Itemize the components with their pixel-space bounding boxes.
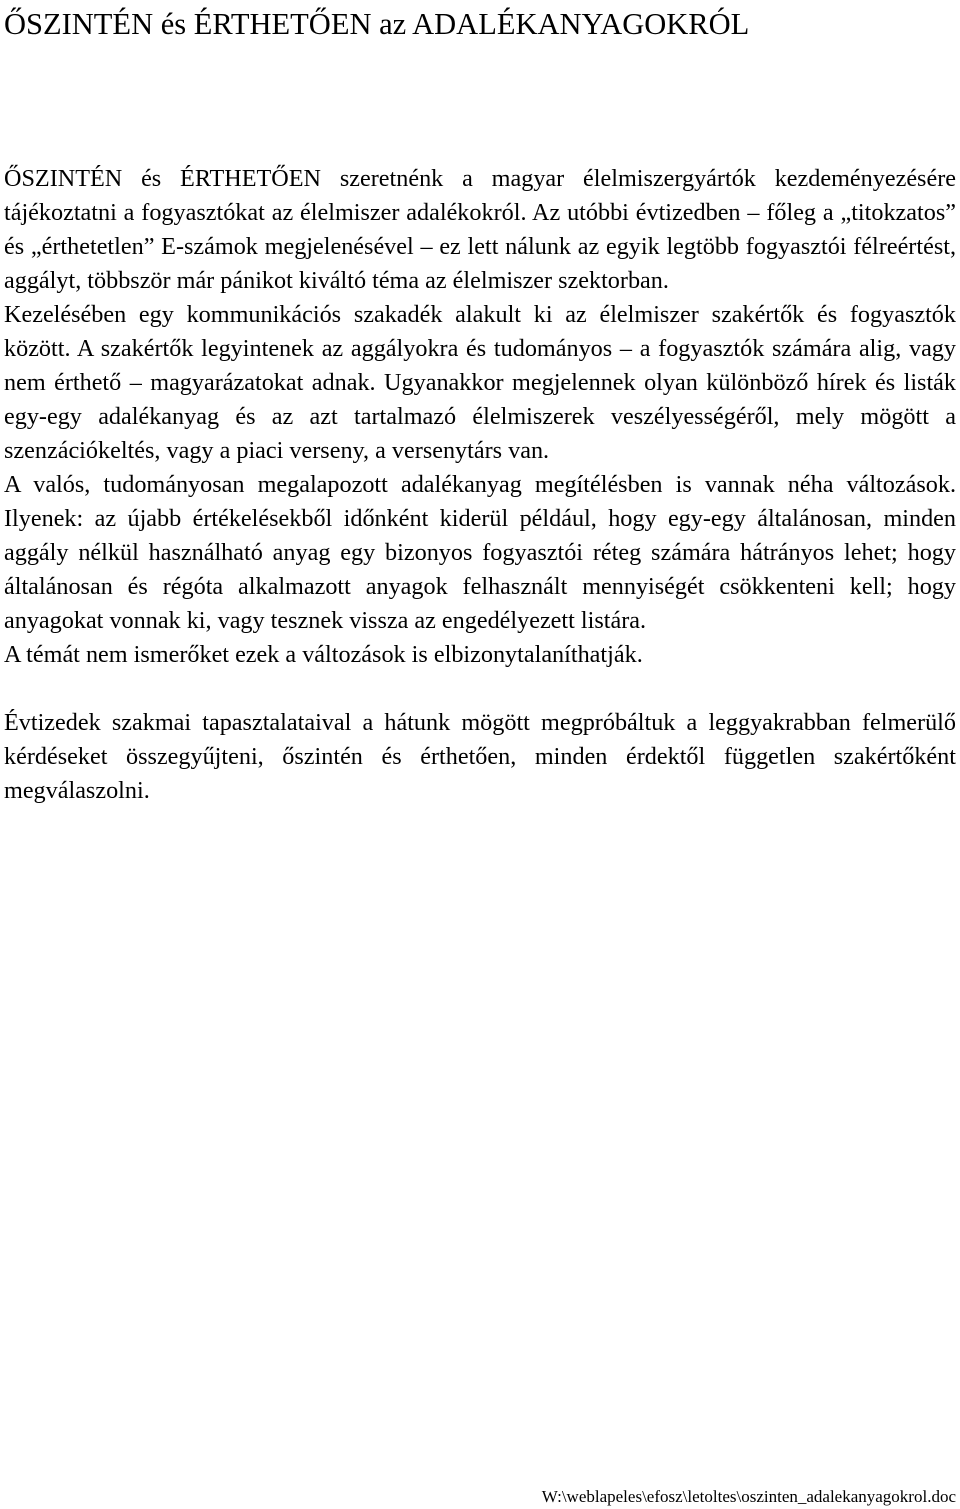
paragraph-closing: Évtizedek szakmai tapasztalataival a hátunk mögött megpróbáltuk a leggyakrabban felmerülő kérdéseket összegyűjteni, őszintén és érthetően, minden érdektől független szakértőként megválaszolni.: [4, 709, 956, 804]
paragraph-spacer: [4, 672, 956, 706]
paragraph-communication-gap: Kezelésében egy kommunikációs szakadék alakult ki az élelmiszer szakértők és fogyasztók között. A szakértők legyintenek az aggályokra és tudományos – a fogyasztók számára alig, vagy nem érthető – magyarázatokat adnak. Ugyanakkor megjelennek olyan különböző hírek és listák egy-egy adalékanyag és az azt tartalmazó élelmiszerek veszélyességéről, mely mögött a szenzációkeltés, vagy a piaci verseny, a versenytárs van.: [4, 301, 956, 464]
paragraph-changes: A valós, tudományosan megalapozott adalékanyag megítélésben is vannak néha változások. Ilyenek: az újabb értékelésekből időnként kiderül például, hogy egy-egy általánosan, minden aggály nélkül használható anyag egy bizonyos fogyasztói réteg számára hátrányos lehet; hogy általánosan és régóta alkalmazott anyagok felhasznált mennyiségét csökkenteni kell; hogy anyagokat vonnak ki, vagy tesznek vissza az engedélyezett listára.: [4, 471, 956, 634]
document-title: ŐSZINTÉN és ÉRTHETŐEN az ADALÉKANYAGOKRÓL: [4, 7, 750, 41]
document-body: [4, 162, 956, 808]
paragraph-uncertainty: A témát nem ismerőket ezek a változások is elbizonytalaníthatják.: [4, 641, 643, 668]
paragraph-intro: ŐSZINTÉN és ÉRTHETŐEN szeretnénk a magyar élelmiszergyártók kezdeményezésére tájékoztatni a fogyasztókat az élelmiszer adalékokról. Az utóbbi évtizedben – főleg a „titokzatos” és „érthetetlen” E-számok megjelenésével – ez lett nálunk az egyik legtöbb fogyasztói félreértést, aggályt, többször már pánikot kiváltó téma az élelmiszer szektorban.: [4, 165, 956, 294]
document-page: [4, 0, 956, 808]
footer-file-path: W:\weblapeles\efosz\letoltes\oszinten_adalekanyagokrol.doc: [541, 1487, 956, 1506]
